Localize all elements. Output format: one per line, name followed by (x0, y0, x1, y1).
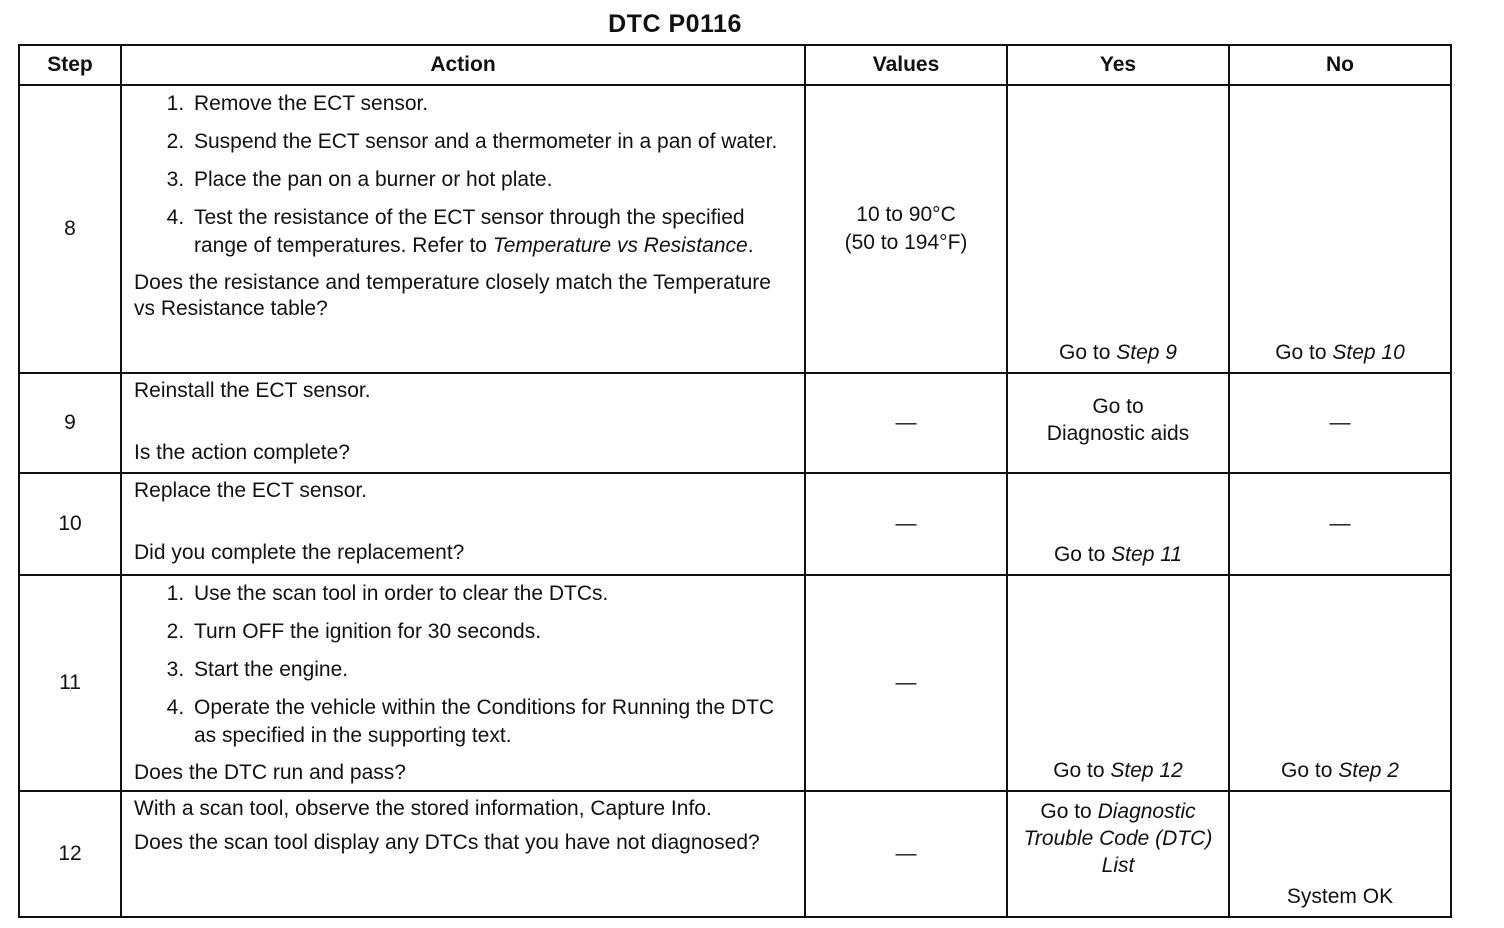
action-cell (121, 791, 805, 917)
step-number: 9 (19, 373, 121, 473)
yes-link[interactable]: Step 12 (1110, 759, 1183, 782)
yes-prefix: Go to (1053, 543, 1112, 566)
list-item: 1. Use the scan tool in order to clear the DTCs. (190, 580, 794, 608)
yes-cell (1007, 575, 1229, 791)
header-no: No (1229, 45, 1451, 85)
yes-cell (1007, 373, 1229, 473)
values-cell (805, 85, 1007, 373)
no-cell: System OK (1229, 791, 1451, 917)
action-cell (121, 373, 805, 473)
yes-line[interactable]: Diagnostic aids (1046, 422, 1190, 445)
yes-link[interactable]: Diagnostic Trouble Code (DTC) List (1023, 800, 1213, 877)
action-text: Replace the ECT sensor. (134, 479, 368, 502)
yes-line[interactable]: Go to (1092, 395, 1144, 418)
values-cell: — (805, 373, 1007, 473)
table-row (19, 373, 1451, 473)
step-number: 11 (19, 575, 121, 791)
yes-link[interactable]: Step 9 (1116, 341, 1177, 364)
values-cell: — (805, 791, 1007, 917)
no-link[interactable]: Step 10 (1332, 341, 1405, 364)
no-cell (1229, 575, 1451, 791)
step-number: 8 (19, 85, 121, 373)
list-item: 1. Remove the ECT sensor. (190, 90, 794, 118)
yes-prefix: Go to (1059, 341, 1117, 364)
step-number: 10 (19, 473, 121, 575)
values-cell: — (805, 575, 1007, 791)
list-item: 3. Start the engine. (190, 656, 794, 684)
no-link[interactable]: Step 2 (1338, 759, 1399, 782)
reference-link: Temperature vs Resistance (492, 234, 748, 257)
list-item-text: Test the resistance of the ECT sensor through the specified range of temperatures. Refer to (194, 206, 745, 257)
action-cell (121, 575, 805, 791)
action-list (134, 90, 794, 260)
no-prefix: Go to (1275, 341, 1333, 364)
header-values: Values (805, 45, 1007, 85)
yes-cell (1007, 473, 1229, 575)
values-cell: — (805, 473, 1007, 575)
header-row (19, 45, 1451, 85)
no-prefix: Go to (1281, 759, 1339, 782)
yes-cell (1007, 791, 1229, 917)
action-text: With a scan tool, observe the stored information, Capture Info. (134, 797, 712, 820)
list-item: 4. Operate the vehicle within the Conditions for Running the DTC as specified in the supporting text. (190, 694, 794, 750)
list-item (190, 204, 794, 260)
action-cell (121, 85, 805, 373)
table-row (19, 575, 1451, 791)
no-cell: — (1229, 373, 1451, 473)
values-line: 10 to 90°C (856, 203, 956, 226)
no-cell: — (1229, 473, 1451, 575)
no-cell (1229, 85, 1451, 373)
action-cell (121, 473, 805, 575)
question-text: Is the action complete? (134, 441, 350, 464)
values-line: (50 to 194°F) (844, 231, 968, 254)
step-number: 12 (19, 791, 121, 917)
question-text: Did you complete the replacement? (134, 541, 465, 564)
question-text: Does the DTC run and pass? (134, 761, 406, 784)
list-item: 2. Turn OFF the ignition for 30 seconds. (190, 618, 794, 646)
list-item: 3. Place the pan on a burner or hot plate. (190, 166, 794, 194)
action-text: Reinstall the ECT sensor. (134, 379, 371, 402)
list-item: 2. Suspend the ECT sensor and a thermometer in a pan of water. (190, 128, 794, 156)
page-title: DTC P0116 (608, 10, 742, 38)
header-step: Step (19, 45, 121, 85)
question-text: Does the resistance and temperature closely match the Temperature vs Resistance table? (134, 271, 771, 320)
question-text: Does the scan tool display any DTCs that you have not diagnosed? (134, 831, 760, 854)
yes-cell (1007, 85, 1229, 373)
yes-prefix: Go to (1040, 800, 1098, 823)
action-list (134, 580, 794, 750)
table-row (19, 85, 1451, 373)
yes-link[interactable]: Step 11 (1111, 543, 1183, 566)
punctuation: . (747, 234, 754, 257)
table-row (19, 473, 1451, 575)
yes-prefix: Go to (1053, 759, 1111, 782)
header-action: Action (121, 45, 805, 85)
table-row (19, 791, 1451, 917)
header-yes: Yes (1007, 45, 1229, 85)
diagnostic-table (18, 44, 1452, 918)
